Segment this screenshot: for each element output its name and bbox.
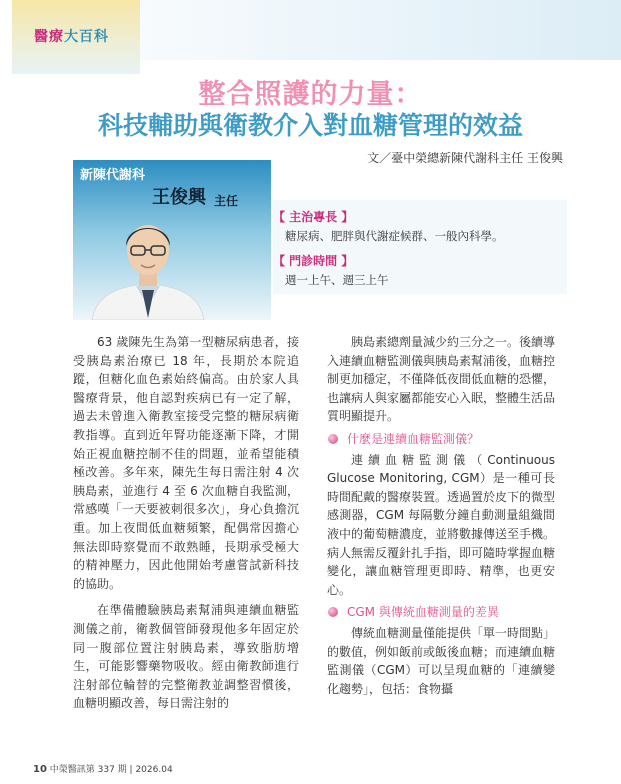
- page-number: 10: [33, 764, 47, 775]
- article-title-line1: 整合照護的力量：: [198, 79, 423, 110]
- doctor-department: 新陳代謝科: [80, 168, 146, 183]
- section-label: [34, 26, 109, 46]
- bullet-dot-icon: [328, 434, 338, 444]
- specialty-text: 糖尿病、肥胖與代謝症候群、一般內科學。: [285, 229, 504, 243]
- clinic-hours-text: 週一上午、週三上午: [285, 273, 389, 287]
- article-left-column: [73, 333, 299, 713]
- subheading-text: 什麼是連續血糖監測儀？: [347, 431, 480, 446]
- issue-info: 中榮醫訊第 337 期 | 2026.04: [49, 765, 173, 775]
- subheading: [327, 603, 555, 622]
- doctor-portrait: [86, 210, 210, 320]
- bullet-dot-icon: [328, 607, 338, 617]
- body-paragraph: 63 歲陳先生為第一型糖尿病患者，接受胰島素治療已 18 年，長期於本院追蹤，但糖化血色素始終偏高。由於家人具醫療背景，他自認對疾病已有一定了解，過去未曾進入衛教室接受完整的糖尿病衛教指導。直到近年腎功能逐漸下降，才開始正視血糖控制不佳的問題，並希望能積極改善。多年來，陳先生每日需注射 4 次胰島素，並進行 4 至 6 次血糖自我監測，常感嘆「一天要被刺很多次」，身心負擔沉重。加上夜間低血糖頻繁，配偶常因擔心無法即時察覺而不敢熟睡，長期承受極大的精神壓力，因此他開始考慮嘗試新科技的協助。: [73, 335, 299, 591]
- page-footer: [33, 762, 173, 775]
- doctor-name: 王俊興: [152, 187, 206, 208]
- section-label-rest: 大百科: [64, 29, 109, 45]
- body-paragraph: 連續血糖監測儀（Continuous Glucose Monitoring, CGM）是一種可長時間配戴的醫療裝置。透過置於皮下的微型感測器，CGM 每隔數分鐘自動測量組織間液中的葡萄糖濃度，並將數據傳送至手機。病人無需反覆針扎手指，即可隨時掌握血糖變化，讓血糖管理更即時、精準，也更安心。: [327, 452, 556, 597]
- clinic-hours-heading: 【 門診時間 】: [273, 254, 354, 268]
- body-paragraph: 在準備體驗胰島素幫浦與連續血糖監測儀之前，衛教個管師發現他多年固定於同一腹部位置注射胰島素，導致脂肪增生，可能影響藥物吸收。經由衛教師進行注射部位輪替的完整衛教並調整習慣後，血糖明顯改善，每日需注射的: [73, 603, 299, 711]
- subheading-text: CGM 與傳統血糖測量的差異: [347, 605, 499, 620]
- body-paragraph: 傳統血糖測量僅能提供「單一時間點」的數值，例如飯前或飯後血糖；而連續血糖監測儀（CGM）可以呈現血糖的「連續變化趨勢」，包括：食物攝: [327, 625, 556, 696]
- byline: 文／臺中榮總新陳代謝科主任 王俊興: [367, 151, 563, 165]
- doctor-role: 主任: [214, 194, 239, 208]
- article-right-column: [327, 333, 555, 698]
- article-title-line2: 科技輔助與衛教介入對血糖管理的效益: [97, 111, 523, 140]
- body-paragraph: 胰島素總劑量減少約三分之一。後續導入連續血糖監測儀與胰島素幫浦後，血糖控制更加穩定，不僅降低夜間低血糖的恐懼，也讓病人與家屬都能安心入眠，整體生活品質明顯提升。: [327, 335, 556, 424]
- specialty-heading: 【 主治專長 】: [273, 210, 354, 224]
- section-label-accent: 醫療: [34, 29, 64, 45]
- subheading: [327, 430, 555, 449]
